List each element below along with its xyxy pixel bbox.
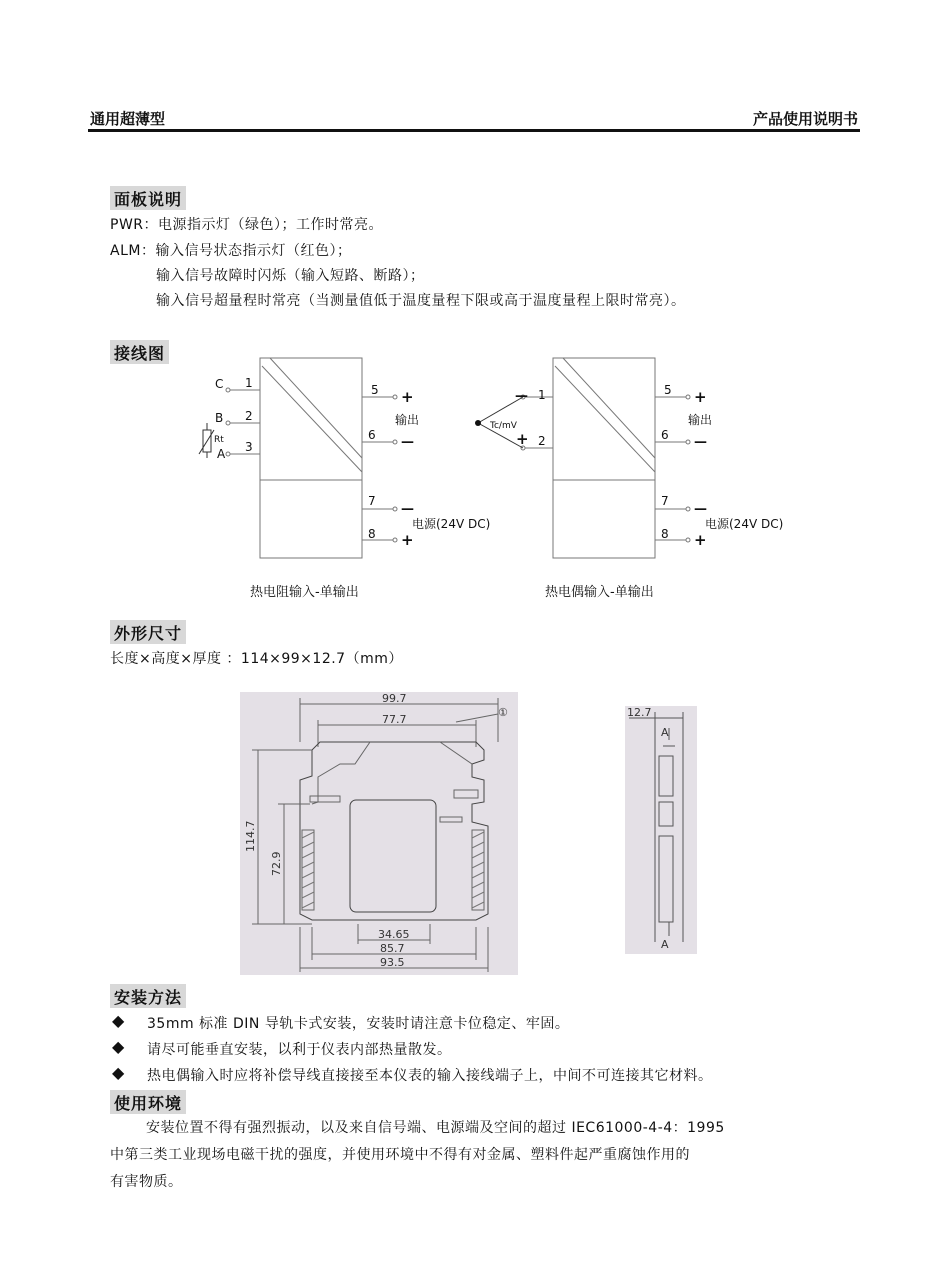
env-line-1: 安装位置不得有强烈振动，以及来自信号端、电源端及空间的超过 IEC61000-4-4：1995	[146, 1120, 725, 1136]
rtd-power-label: 电源(24V DC)	[412, 517, 491, 531]
tc-pwr-plus: +	[694, 531, 707, 549]
rtd-out-plus: +	[401, 388, 414, 406]
dim-bottom-3: 93.5	[380, 956, 405, 969]
dim-bottom-2: 85.7	[380, 942, 405, 955]
tc-power-label: 电源(24V DC)	[705, 517, 784, 531]
header-left: 通用超薄型	[90, 110, 166, 128]
install-bullet-3: ◆	[112, 1063, 125, 1082]
header-right: 产品使用说明书	[752, 110, 858, 128]
side-thickness: 12.7	[627, 706, 652, 719]
tc-in-minus: —	[515, 389, 528, 404]
side-section-bottom: A	[661, 938, 669, 951]
env-line-2: 中第三类工业现场电磁干扰的强度，并使用环境中不得有对金属、塑料件起严重腐蚀作用的	[110, 1147, 690, 1163]
install-bullet-2: ◆	[112, 1037, 125, 1056]
header-divider	[88, 129, 860, 132]
dim-ref-mark: ①	[498, 706, 508, 719]
tc-module-body	[553, 358, 655, 558]
dims-title: 外形尺寸	[110, 620, 186, 644]
dim-width-inner: 77.7	[382, 713, 407, 726]
rtd-pin-1: 1	[245, 376, 253, 390]
install-title: 安装方法	[110, 984, 186, 1008]
tc-out-minus: —	[694, 435, 707, 450]
rtd-term-a: A	[217, 447, 226, 461]
rtd-pin-3: 3	[245, 440, 253, 454]
panel-line-overrange: 输入信号超量程时常亮（当测量值低于温度量程下限或高于温度量程上限时常亮）。	[156, 293, 686, 309]
rtd-pin-8: 8	[368, 527, 376, 541]
rtd-rt-label: Rt	[214, 435, 224, 445]
dim-height-inner: 72.9	[270, 851, 283, 876]
install-item-2: 请尽可能垂直安装，以利于仪表内部热量散发。	[147, 1042, 452, 1058]
tc-pin-6: 6	[661, 428, 669, 442]
panel-title: 面板说明	[110, 186, 186, 210]
rtd-pin-7: 7	[368, 494, 376, 508]
tc-pwr-minus: —	[694, 502, 707, 517]
dims-line: 长度×高度×厚度 ：114×99×12.7（mm）	[110, 651, 403, 667]
install-item-1: 35mm 标准 DIN 导轨卡式安装，安装时请注意卡位稳定、牢固。	[147, 1016, 570, 1032]
install-bullet-1: ◆	[112, 1011, 125, 1030]
tc-pin-8: 8	[661, 527, 669, 541]
rtd-pwr-minus: —	[401, 502, 414, 517]
tc-in-plus: +	[516, 430, 529, 448]
panel-line-pwr: PWR：电源指示灯（绿色）；工作时常亮。	[110, 217, 384, 233]
rtd-module-body	[260, 358, 362, 558]
rtd-pin-6: 6	[368, 428, 376, 442]
thermocouple-wiring-diagram	[478, 358, 690, 558]
tc-caption: 热电偶输入-单输出	[545, 585, 654, 600]
wiring-title: 接线图	[110, 340, 169, 364]
rtd-caption: 热电阻输入-单输出	[250, 585, 359, 600]
rtd-term-b: B	[215, 411, 224, 425]
tc-output-label: 输出	[688, 413, 713, 427]
front-dimension-drawing	[240, 692, 518, 975]
rtd-out-minus: —	[401, 435, 414, 450]
panel-line-alm: ALM：输入信号状态指示灯（红色）；	[110, 243, 352, 259]
env-title: 使用环境	[110, 1090, 186, 1114]
env-line-3: 有害物质。	[110, 1174, 183, 1190]
dim-width-top: 99.7	[382, 692, 407, 705]
panel-line-fault: 输入信号故障时闪烁（输入短路、断路）；	[156, 268, 425, 284]
side-section-top: A	[661, 726, 669, 739]
dim-bottom-1: 34.65	[378, 928, 410, 941]
tc-out-plus: +	[694, 388, 707, 406]
rtd-output-label: 输出	[395, 413, 420, 427]
tc-junction-dot	[475, 420, 481, 426]
rtd-term-c: C	[215, 377, 224, 391]
tc-label: Tc/mV	[490, 421, 517, 431]
tc-pin-1: 1	[538, 388, 546, 402]
tc-pin-7: 7	[661, 494, 669, 508]
tc-pin-2: 2	[538, 434, 546, 448]
side-dimension-drawing	[625, 706, 697, 954]
dim-height-total: 114.7	[244, 820, 257, 852]
wiring-diagrams	[0, 350, 950, 610]
rtd-pin-2: 2	[245, 409, 253, 423]
rtd-pin-5: 5	[371, 383, 379, 397]
tc-pin-5: 5	[664, 383, 672, 397]
rtd-pwr-plus: +	[401, 531, 414, 549]
install-item-3: 热电偶输入时应将补偿导线直接接至本仪表的输入接线端子上，中间不可连接其它材料。	[147, 1068, 713, 1084]
